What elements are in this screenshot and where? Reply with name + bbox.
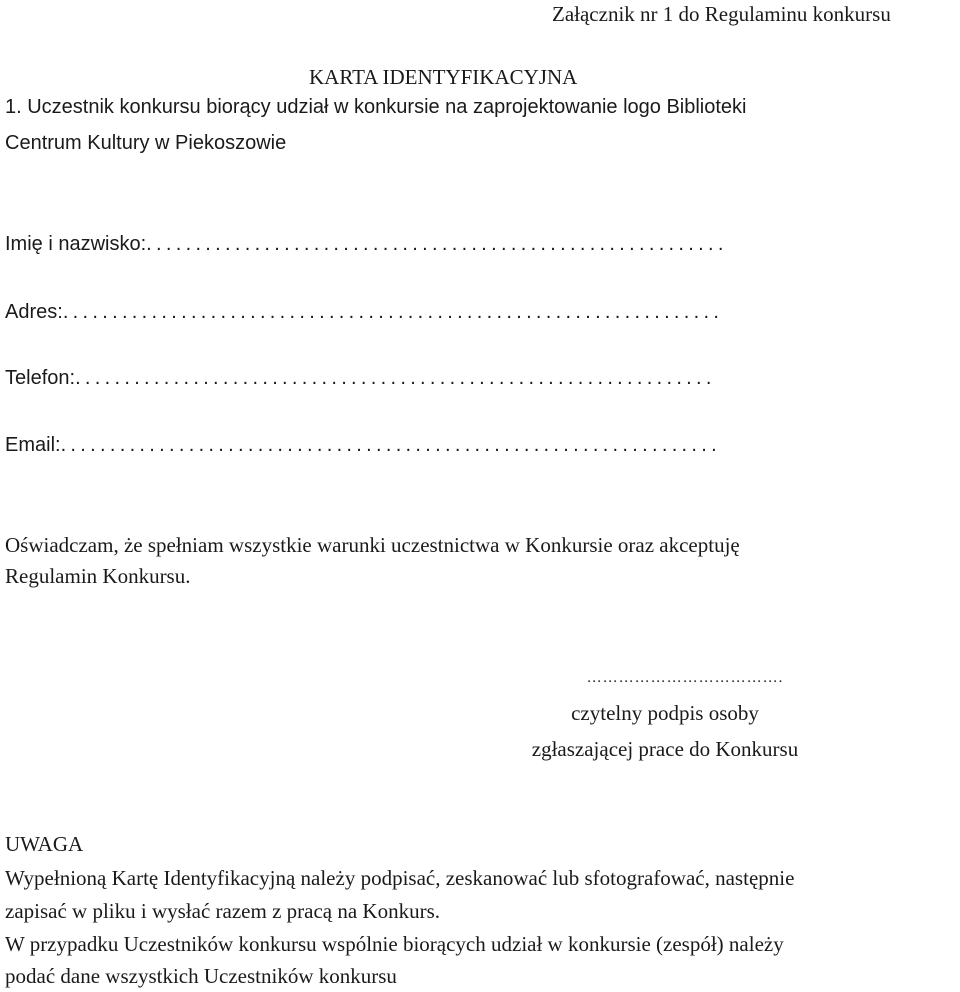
field-address[interactable] <box>5 302 905 322</box>
field-phone-label: Telefon: <box>5 367 76 389</box>
document-title: KARTA IDENTYFIKACYJNA <box>309 65 578 89</box>
note-line-2: zapisać w pliku i wysłać razem z pracą na Konkurs. <box>5 899 440 923</box>
field-email[interactable] <box>5 435 905 455</box>
field-email-label: Email: <box>5 434 61 456</box>
signature-dots[interactable]: ………………………………. <box>586 670 784 686</box>
intro-line-2: Centrum Kultury w Piekoszowie <box>5 132 287 154</box>
field-address-label: Adres: <box>5 301 63 323</box>
note-heading: UWAGA <box>5 832 84 856</box>
field-email-dots[interactable]: ................................................................... <box>60 435 721 455</box>
field-name-label: Imię i nazwisko: <box>5 233 147 255</box>
attachment-header: Załącznik nr 1 do Regulaminu konkursu <box>552 2 891 26</box>
signature-caption-2: zgłaszającej prace do Konkursu <box>531 737 799 761</box>
note-line-1: Wypełnioną Kartę Identyfikacyjną należy podpisać, zeskanować lub sfotografować, następnie <box>5 866 795 890</box>
field-phone[interactable] <box>5 368 905 388</box>
declaration-line-2: Regulamin Konkursu. <box>5 564 191 588</box>
field-phone-dots[interactable]: ................................................................. <box>75 368 716 388</box>
intro-line-1: 1. Uczestnik konkursu biorący udział w konkursie na zaprojektowanie logo Biblioteki <box>5 96 747 118</box>
note-line-3: W przypadku Uczestników konkursu wspólnie biorących udział w konkursie (zespół) należy <box>5 932 784 956</box>
signature-caption-1: czytelny podpis osoby <box>571 701 759 725</box>
declaration-line-1: Oświadczam, że spełniam wszystkie warunki uczestnictwa w Konkursie oraz akceptuję <box>5 533 740 557</box>
field-name[interactable] <box>5 234 905 254</box>
note-line-4: podać dane wszystkich Uczestników konkursu <box>5 964 397 988</box>
field-address-dots[interactable]: ................................................................... <box>62 302 724 322</box>
signature-block <box>450 671 880 760</box>
field-name-dots[interactable]: ........................................................... <box>146 234 728 254</box>
